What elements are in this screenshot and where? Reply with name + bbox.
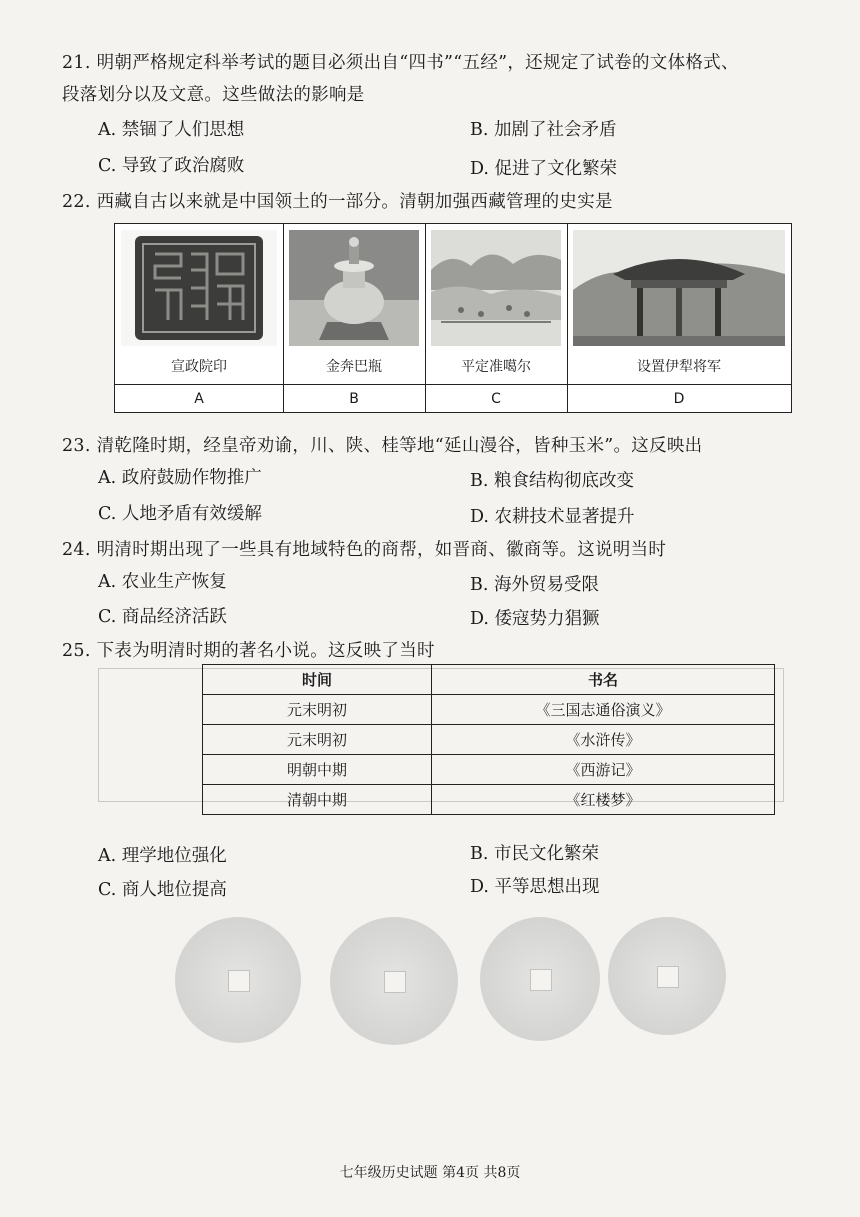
bleed-coin-image [480, 917, 600, 1041]
q21-option-b: B. 加剧了社会矛盾 [470, 120, 617, 140]
q25-stem: 25. 下表为明清时期的著名小说。这反映了当时 [62, 641, 435, 661]
q22-caption-b: 金奔巴瓶 [326, 359, 382, 375]
q23-option-a: A. 政府鼓励作物推广 [98, 468, 262, 488]
q22-image-b [283, 224, 426, 412]
bleed-coin-image [175, 917, 301, 1043]
q24-option-a: A. 农业生产恢复 [98, 572, 227, 592]
q21-stem-line1: 21. 明朝严格规定科举考试的题目必须出自“四书”“五经”，还规定了试卷的文体格式、 [62, 53, 739, 73]
q21-option-a: A. 禁锢了人们思想 [98, 120, 245, 140]
table-header-title: 书名 [432, 665, 775, 695]
q24-option-c: C. 商品经济活跃 [98, 607, 227, 627]
table-row [203, 785, 775, 815]
q21-option-c: C. 导致了政治腐败 [98, 156, 245, 176]
table-cell-time: 明朝中期 [203, 755, 432, 785]
golden-urn-image [289, 230, 419, 346]
q22-label-a: A [115, 384, 283, 413]
q22-caption-c: 平定准噶尔 [461, 359, 531, 375]
q23-option-c: C. 人地矛盾有效缓解 [98, 504, 262, 524]
table-cell-time: 元末明初 [203, 725, 432, 755]
q22-caption-a: 宣政院印 [171, 359, 227, 375]
q21-option-d: D. 促进了文化繁荣 [470, 159, 618, 179]
table-row [203, 725, 775, 755]
q22-label-d: D [567, 384, 791, 413]
pavilion-image [573, 230, 785, 346]
q22-label-c: C [425, 384, 567, 413]
q24-stem: 24. 明清时期出现了一些具有地域特色的商帮，如晋商、徽商等。这说明当时 [62, 540, 667, 560]
table-cell-time: 元末明初 [203, 695, 432, 725]
q22-caption-d: 设置伊犁将军 [637, 359, 721, 375]
q25-option-a: A. 理学地位强化 [98, 846, 227, 866]
table-cell-title: 《三国志通俗演义》 [432, 695, 775, 725]
table-cell-time: 清朝中期 [203, 785, 432, 815]
q25-option-d: D. 平等思想出现 [470, 877, 600, 897]
table-row [203, 695, 775, 725]
bleed-coin-image [608, 917, 726, 1035]
table-row [203, 755, 775, 785]
bleed-coin-image [330, 917, 458, 1045]
seal-image [121, 230, 277, 346]
table-cell-title: 《水浒传》 [432, 725, 775, 755]
page-footer: 七年级历史试题 第4页 共8页 [339, 1165, 521, 1181]
table-cell-title: 《红楼梦》 [432, 785, 775, 815]
table-header-time: 时间 [203, 665, 432, 695]
q22-label-b: B [283, 384, 425, 413]
q23-option-d: D. 农耕技术显著提升 [470, 507, 635, 527]
q23-option-b: B. 粮食结构彻底改变 [470, 471, 634, 491]
q21-stem-line2: 段落划分以及文意。这些做法的影响是 [62, 85, 365, 105]
q23-stem: 23. 清乾隆时期，经皇帝劝谕，川、陕、桂等地“延山漫谷，皆种玉米”。这反映出 [62, 436, 703, 456]
q24-option-b: B. 海外贸易受限 [470, 575, 599, 595]
painting-image [431, 230, 561, 346]
q22-stem: 22. 西藏自古以来就是中国领土的一部分。清朝加强西藏管理的史实是 [62, 192, 613, 212]
q22-image-d [567, 224, 791, 412]
novels-table [202, 664, 775, 815]
q22-image-a [115, 224, 284, 412]
q25-option-c: C. 商人地位提高 [98, 880, 227, 900]
q25-option-b: B. 市民文化繁荣 [470, 844, 599, 864]
table-header-row [203, 665, 775, 695]
q24-option-d: D. 倭寇势力猖獗 [470, 609, 600, 629]
q22-image-c [425, 224, 568, 412]
q22-image-strip [114, 223, 792, 413]
table-cell-title: 《西游记》 [432, 755, 775, 785]
